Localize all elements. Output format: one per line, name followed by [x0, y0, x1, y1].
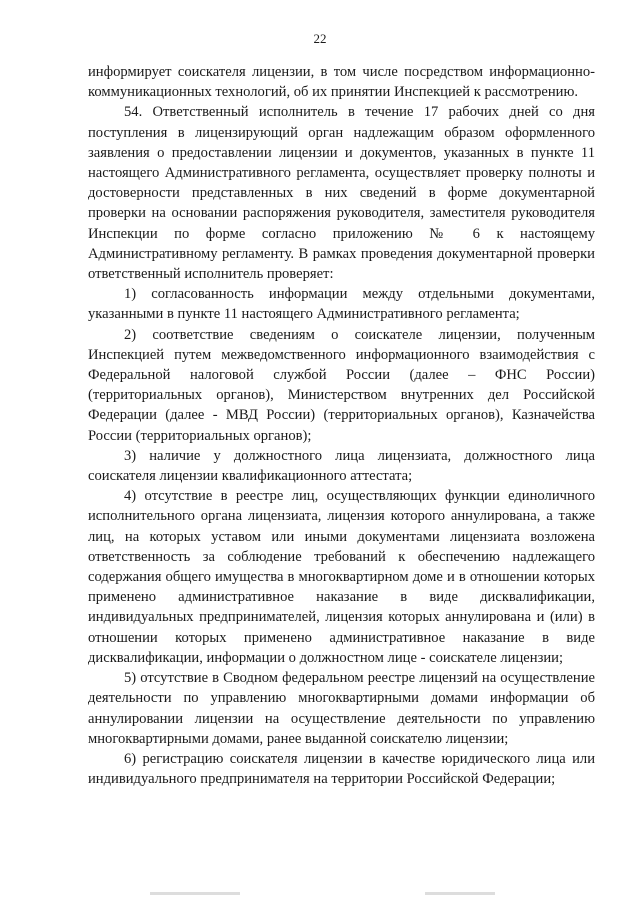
list-item-4: 4) отсутствие в реестре лиц, осуществляющих функции единоличного исполнительного органа лицензиата, лицензия которого аннулирована, а также лиц, на которых уставом или иными документами лицензиата возложена ответственность за соблюдение требований к обеспечению надлежащего содержания общего имущества в многоквартирном доме и в отношении которых применено административное наказание в виде дисквалификации, индивидуальных предпринимателей, лицензия которых аннулирована и (или) в отношении которых применено административное наказание в виде дисквалификации, информации о должностном лице - соискателе лицензии;: [88, 488, 595, 666]
list-item-3: 3) наличие у должностного лица лицензиата, должностного лица соискателя лицензии квалификационного аттестата;: [88, 447, 595, 485]
list-item-5: 5) отсутствие в Сводном федеральном реестре лицензий на осуществление деятельности по управлению многоквартирными домами информации об аннулировании лицензии на осуществление деятельности по управлению многоквартирными домами, ранее выданной соискателю лицензии;: [88, 670, 595, 747]
scan-artifact: [425, 892, 495, 895]
list-item-6: 6) регистрацию соискателя лицензии в качестве юридического лица или индивидуального предпринимателя на территории Российской Федерации;: [88, 750, 595, 788]
scan-artifact: [150, 892, 240, 895]
paragraph-clause-54: 54. Ответственный исполнитель в течение 17 рабочих дней со дня поступления в лицензирующий орган надлежащим образом оформленного заявления о предоставлении лицензии и документов, указанных в пункте 11 настоящего Административного регламента, осуществляет проверку полноты и достоверности представленных в них сведений в форме документарной проверки на основании распоряжения руководителя, заместителя руководителя Инспекции по форме согласно приложению № 6 к настоящему Административному регламенту. В рамках проведения документарной проверки ответственный исполнитель проверяет:: [88, 104, 595, 283]
document-body: [88, 62, 595, 789]
paragraph-continuation: информирует соискателя лицензии, в том числе посредством информационно-коммуникационных технологий, об их принятии Инспекцией к рассмотрению.: [88, 64, 595, 101]
list-item-2: 2) соответствие сведениям о соискателе лицензии, полученным Инспекцией путем межведомственного информационного взаимодействия с Федеральной налоговой службой России (далее – ФНС России) (территориальных органов), Министерством внутренних дел Российской Федерации (далее - МВД России) (территориальных органов), Казначейства России (территориальных органов);: [88, 326, 595, 444]
list-item-1: 1) согласованность информации между отдельными документами, указанными в пункте 11 настоящего Административного регламента;: [88, 286, 595, 323]
page-number: 22: [313, 31, 327, 46]
